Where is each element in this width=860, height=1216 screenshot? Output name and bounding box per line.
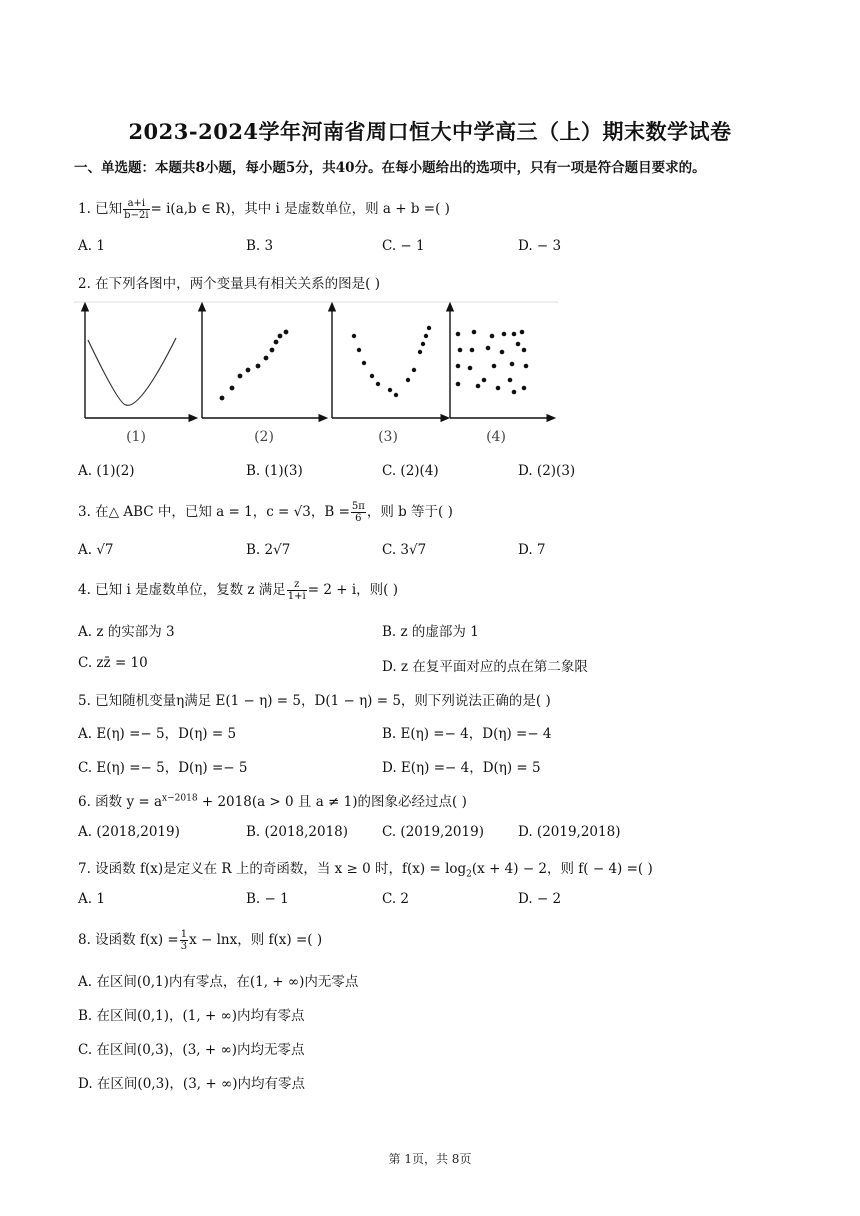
q5-option-d: D. E(η) =− 4，D(η) = 5 (382, 760, 541, 776)
q7-rest: (x + 4) − 2，则 f( − 4) =( ) (471, 861, 653, 877)
q7-option-a: A. 1 (78, 891, 105, 907)
graph-2-linear-scatter (202, 306, 324, 418)
q7-option-c: C. 2 (382, 891, 410, 907)
q6-exponent: x−2018 (162, 793, 198, 804)
q4-fraction (287, 579, 307, 602)
q8-den: 3 (180, 941, 188, 952)
q6-option-b: B. (2018,2018) (246, 824, 349, 840)
question-1 (78, 197, 450, 221)
q8-prefix: 8. 设函数 f(x) = (78, 932, 179, 948)
q4-option-a: A. z 的实部为 3 (78, 624, 175, 640)
exam-title: 2023-2024学年河南省周口恒大中学高三（上）期末数学试卷 (128, 119, 732, 144)
q3-option-d: D. 7 (518, 542, 546, 558)
q1-option-b: B. 3 (246, 238, 274, 254)
q3-option-a: A. √7 (78, 542, 114, 558)
caption-1: (1) (126, 429, 146, 445)
q4-option-d: D. z 在复平面对应的点在第二象限 (382, 659, 588, 675)
graph-1-curve (85, 306, 194, 418)
q5-option-c: C. E(η) =− 5，D(η) =− 5 (78, 760, 248, 776)
q4-rest: = 2 + i，则( ) (307, 582, 398, 598)
section-heading: 一、单选题：本题共8小题，每小题5分，共40分。在每小题给出的选项中，只有一项是符合题目要求的。 (74, 160, 706, 176)
question-4 (78, 578, 398, 602)
q3-prefix: 3. 在△ ABC 中，已知 a = 1，c = √3，B = (78, 504, 350, 520)
q8-option-a: A. 在区间(0,1)内有零点，在(1, + ∞)内无零点 (78, 974, 359, 990)
q3-fraction (351, 501, 366, 524)
q1-num: a+i (123, 198, 149, 210)
caption-3: (3) (378, 429, 398, 445)
q4-option-c: C. zz̄ = 10 (78, 655, 148, 671)
q8-option-d: D. 在区间(0,3)，(3, + ∞)内均有零点 (78, 1076, 305, 1092)
q4-prefix: 4. 已知 i 是虚数单位，复数 z 满足 (78, 582, 286, 598)
q1-fraction (123, 198, 149, 221)
q6-option-a: A. (2018,2019) (78, 824, 180, 840)
q2-figure (74, 300, 558, 452)
q1-option-a: A. 1 (78, 238, 105, 254)
q7-option-d: D. − 2 (518, 891, 562, 907)
q4-option-b: B. z 的虚部为 1 (382, 624, 479, 640)
graph-4-random-scatter (450, 306, 552, 418)
q6-rest: + 2018(a > 0 且 a ≠ 1)的图象必经过点( ) (197, 794, 467, 810)
q7-subscript: 2 (466, 869, 472, 880)
caption-2: (2) (254, 429, 274, 445)
q6-prefix: 6. 函数 y = a (78, 794, 163, 810)
q3-option-b: B. 2√7 (246, 542, 291, 558)
q1-den: b−2i (124, 210, 149, 221)
q7-option-b: B. − 1 (246, 891, 289, 907)
q1-rest: = i(a,b ∈ R)，其中 i 是虚数单位，则 a + b =( ) (150, 201, 450, 217)
page-footer: 第 1页，共 8页 (388, 1152, 472, 1166)
q6-option-c: C. (2019,2019) (382, 824, 484, 840)
q1-prefix: 1. 已知 (78, 201, 123, 217)
q3-num: 5π (351, 501, 365, 512)
q2-option-b: B. (1)(3) (246, 463, 303, 479)
q7-prefix: 7. 设函数 f(x)是定义在 R 上的奇函数，当 x ≥ 0 时，f(x) = log (78, 861, 467, 877)
q3-rest: ，则 b 等于( ) (366, 504, 453, 520)
q8-num: 1 (180, 929, 188, 940)
q4-num: z (287, 579, 307, 591)
q8-option-b: B. 在区间(0,1)，(1, + ∞)内均有零点 (78, 1008, 305, 1024)
q2-option-c: C. (2)(4) (382, 463, 439, 479)
caption-4: (4) (486, 429, 506, 445)
question-6 (78, 790, 467, 810)
question-2: 2. 在下列各图中，两个变量具有相关关系的图是( ) (78, 276, 380, 292)
question-7 (78, 857, 653, 880)
q6-option-d: D. (2019,2018) (518, 824, 621, 840)
q1-option-d: D. − 3 (518, 238, 562, 254)
q3-option-c: C. 3√7 (382, 542, 427, 558)
question-5: 5. 已知随机变量η满足 E(1 − η) = 5，D(1 − η) = 5，则下列说法正确的是( ) (78, 693, 551, 709)
q3-den: 6 (355, 513, 362, 524)
graph-3-parabolic-scatter (332, 306, 446, 418)
q2-option-d: D. (2)(3) (518, 463, 576, 479)
q8-rest: x − lnx，则 f(x) =( ) (189, 932, 323, 948)
q5-option-b: B. E(η) =− 4，D(η) =− 4 (382, 726, 552, 742)
q2-option-a: A. (1)(2) (78, 463, 135, 479)
q8-option-c: C. 在区间(0,3)，(3, + ∞)内均无零点 (78, 1042, 305, 1058)
q5-option-a: A. E(η) =− 5，D(η) = 5 (78, 726, 237, 742)
question-8 (78, 928, 322, 952)
question-3 (78, 500, 453, 524)
q4-den: 1+i (287, 591, 306, 602)
q8-fraction (180, 929, 188, 952)
q1-option-c: C. − 1 (382, 238, 425, 254)
